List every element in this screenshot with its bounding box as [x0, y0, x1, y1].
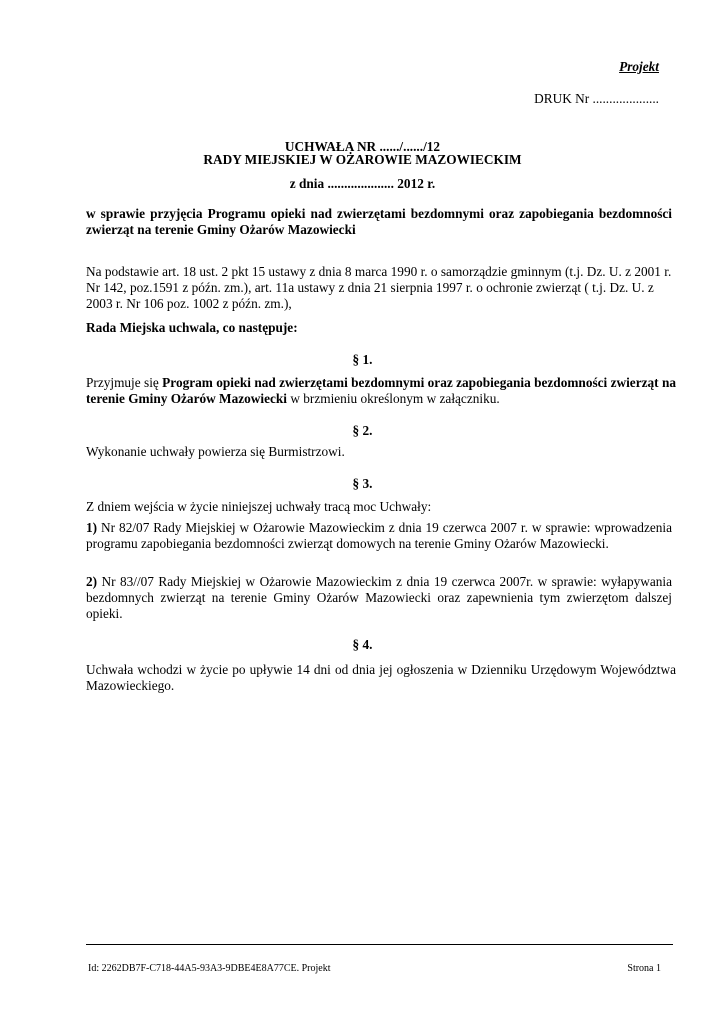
section-4-text: Uchwała wchodzi w życie po upływie 14 dni od dnia jej ogłoszenia w Dzienniku Urzędowym Województwa Mazowieckiego. — [86, 662, 676, 693]
resolution-subject: w sprawie przyjęcia Programu opieki nad zwierzętami bezdomnymi oraz zapobiegania bezdomności zwierząt na terenie Gminy Ożarów Mazowiecki — [86, 206, 672, 237]
document-id: Id: 2262DB7F-C718-44A5-93A3-9DBE4E8A77CE. Projekt — [88, 963, 331, 974]
section-3-heading: § 3. — [352, 476, 373, 491]
projekt-label: Projekt — [619, 59, 659, 74]
section-1-heading: § 1. — [352, 352, 373, 367]
section-1-text — [86, 375, 676, 407]
footer-divider — [86, 944, 673, 945]
resolves-clause: Rada Miejska uchwala, co następuje: — [86, 320, 298, 335]
section-2-text: Wykonanie uchwały powierza się Burmistrzowi. — [86, 444, 345, 459]
council-name: RADY MIEJSKIEJ W OŻAROWIE MAZOWIECKIM — [203, 152, 522, 167]
section-1-suffix: w brzmieniu określonym w załączniku. — [287, 391, 500, 406]
item-text: Nr 82/07 Rady Miejskiej w Ożarowie Mazowieckim z dnia 19 czerwca 2007 r. w sprawie: wprowadzenia programu zapobiegania bezdomności zwierząt domowych na terenie Gminy Ożarów Mazowiecki. — [86, 520, 672, 551]
section-3-item-1 — [86, 520, 672, 552]
legal-basis: Na podstawie art. 18 ust. 2 pkt 15 ustawy z dnia 8 marca 1990 r. o samorządzie gminnym (t.j. Dz. U. z 2001 r. Nr 142, poz.1591 z późn. zm.), art. 11a ustawy z dnia 21 sierpnia 1997 r. o ochronie zwierząt ( t.j. Dz. U. z 2003 r. Nr 106 poz. 1002 z późn. zm.), — [86, 264, 672, 311]
page-number: Strona 1 — [627, 963, 661, 974]
druk-number: DRUK Nr .................... — [534, 91, 659, 106]
section-3-text: Z dniem wejścia w życie niniejszej uchwały tracą moc Uchwały: — [86, 499, 432, 514]
section-1-prefix: Przyjmuje się — [86, 375, 163, 390]
section-2-heading: § 2. — [352, 423, 373, 438]
resolution-date: z dnia .................... 2012 r. — [289, 176, 436, 191]
item-number: 1) — [86, 520, 98, 535]
item-text: Nr 83//07 Rady Miejskiej w Ożarowie Mazowieckim z dnia 19 czerwca 2007r. w sprawie: wyłapywania bezdomnych zwierząt na terenie Gminy Ożarów Mazowiecki oraz zapewnienia tym zwierzętom dalszej opieki. — [86, 574, 672, 621]
resolution-number: UCHWAŁA NR ....../....../12 — [284, 139, 441, 154]
section-3-item-2 — [86, 574, 672, 622]
section-4-heading: § 4. — [352, 637, 373, 652]
item-number: 2) — [86, 574, 98, 589]
section-1-program-name: Program opieki nad zwierzętami bezdomnymi oraz zapobiegania bezdomności zwierząt na terenie Gminy Ożarów Mazowiecki — [86, 375, 676, 406]
